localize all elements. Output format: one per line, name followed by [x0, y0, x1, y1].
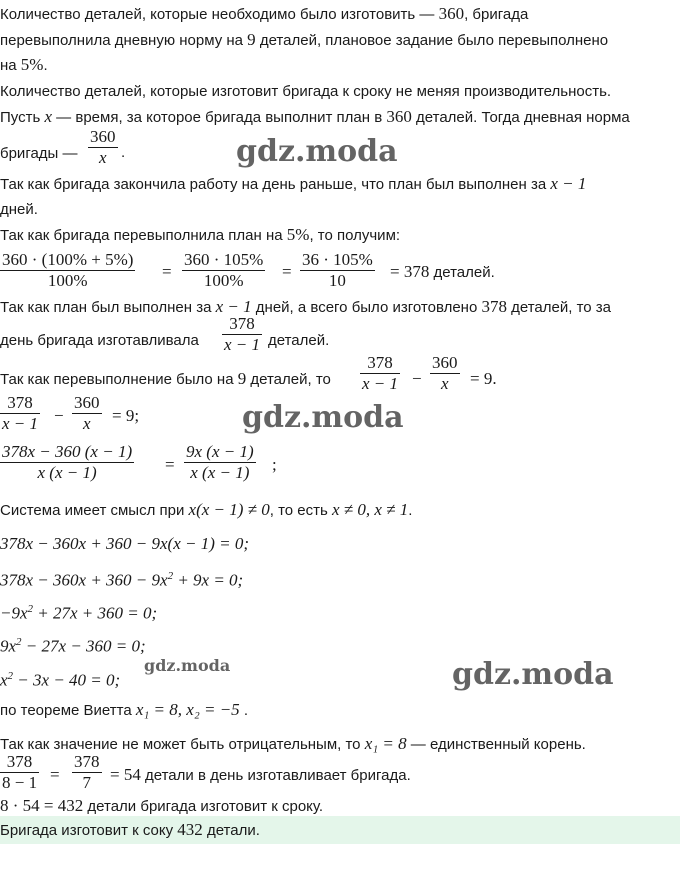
text: Система имеет смысл при	[0, 502, 189, 519]
text: детали в день изготавливает бригада.	[140, 767, 411, 784]
denominator: x	[98, 148, 107, 167]
text-line	[110, 765, 411, 785]
text: .	[239, 702, 249, 719]
denominator: x (x − 1)	[37, 463, 97, 482]
numerator: 378	[367, 353, 393, 372]
numerator: 360 · (100% + 5%)	[2, 250, 134, 269]
denominator: 100%	[47, 271, 88, 290]
fraction	[0, 752, 39, 793]
fraction	[300, 250, 375, 291]
text: Так как бригада закончила работу на день раньше, что план был выполнен за	[0, 176, 551, 193]
math: x	[44, 107, 53, 126]
watermark: gdz.moda	[452, 657, 614, 692]
text: деталей. Тогда дневная норма	[411, 109, 630, 126]
text-line	[0, 82, 611, 102]
text: день бригада изготавливала	[0, 332, 199, 349]
text-line	[0, 297, 611, 318]
text: перевыполнила дневную норму на	[0, 32, 248, 49]
numerator: 378	[74, 752, 100, 771]
text-line	[0, 225, 400, 246]
text: деталей, то	[246, 371, 331, 388]
text: по теореме Виетта	[0, 702, 136, 719]
numerator: 360	[90, 127, 116, 146]
math: = 9.	[470, 369, 497, 388]
text-line	[0, 369, 331, 390]
math: 360	[386, 107, 412, 126]
text: Так как план был выполнен за	[0, 299, 216, 316]
denominator: x	[440, 374, 449, 393]
text-line	[0, 500, 412, 521]
text: Так как значение не может быть отрицательным, то	[0, 736, 365, 753]
math: − 27x − 360 = 0;	[21, 636, 146, 656]
denominator: 100%	[203, 271, 244, 290]
fraction	[360, 353, 400, 394]
text-line	[0, 30, 608, 51]
numerator: 378x − 360 (x − 1)	[2, 442, 133, 461]
exponent: 2	[167, 570, 174, 582]
text: дней.	[0, 201, 38, 218]
minus: −	[412, 369, 422, 388]
math: x(x − 1) ≠ 0	[188, 500, 270, 519]
equals: =	[165, 455, 175, 474]
equals: =	[162, 262, 172, 281]
text-line	[0, 4, 528, 25]
math: 360	[438, 4, 465, 23]
numerator: 360	[432, 353, 458, 372]
math: ;	[272, 455, 277, 474]
math: = 378	[390, 262, 430, 281]
text: дней, а всего было изготовлено	[251, 299, 482, 316]
period: .	[121, 144, 126, 161]
fraction	[182, 250, 265, 291]
fraction	[222, 314, 262, 355]
exponent: 2	[16, 636, 22, 648]
denominator: x − 1	[224, 335, 261, 354]
numerator: 360 · 105%	[184, 250, 264, 269]
text-line	[0, 331, 199, 351]
text: детали.	[202, 822, 260, 839]
minus: −	[54, 406, 64, 425]
equation: 378x − 360x + 360 − 9x(x − 1) = 0;	[0, 534, 250, 553]
watermark: gdz.moda	[236, 134, 398, 169]
text-line	[268, 331, 329, 351]
denominator: 7	[82, 773, 91, 792]
numerator: 378	[6, 752, 33, 771]
numerator: 360	[74, 393, 100, 412]
math: = 9;	[112, 406, 140, 425]
math: x − 1	[550, 174, 587, 193]
equals: =	[50, 765, 60, 784]
equation	[0, 666, 120, 691]
denominator: x − 1	[362, 374, 399, 393]
exponent: 2	[7, 670, 14, 682]
text: на	[0, 57, 21, 74]
numerator: 36 · 105%	[302, 250, 373, 269]
text: , бригада	[464, 6, 529, 23]
numerator: 9x (x − 1)	[186, 442, 254, 461]
text: .	[43, 57, 48, 74]
text: Так как перевыполнение было на	[0, 371, 238, 388]
text: Пусть	[0, 109, 45, 126]
fraction	[0, 442, 134, 483]
math: x₁ = 8, x₂ = −5	[135, 700, 240, 719]
text: деталей, то за	[506, 299, 612, 316]
math: 8 · 54 = 432	[0, 796, 84, 815]
text-line	[0, 174, 586, 195]
watermark: gdz.moda	[144, 656, 231, 675]
fraction	[72, 752, 102, 793]
text-line	[0, 200, 38, 220]
text-line	[0, 144, 78, 164]
text-line	[0, 107, 630, 128]
text: деталей, плановое задание было перевыполнено	[255, 32, 609, 49]
exponent: 2	[27, 603, 34, 615]
math: 378	[481, 297, 507, 316]
text: — единственный корень.	[406, 736, 586, 753]
denominator: 8 − 1	[2, 773, 38, 792]
text: бригады —	[0, 145, 78, 162]
text-line	[390, 262, 495, 282]
fraction	[184, 442, 256, 483]
equals: =	[282, 262, 292, 281]
equation	[0, 566, 243, 591]
text: деталей.	[429, 264, 495, 281]
fraction	[88, 127, 118, 168]
fraction	[0, 250, 135, 291]
math: 5%	[20, 55, 44, 74]
text-line	[0, 55, 48, 76]
math: x − 1	[215, 297, 252, 316]
math: 432	[177, 820, 203, 839]
equation	[0, 599, 157, 624]
math: 9	[237, 369, 247, 388]
text: , то получим:	[309, 227, 401, 244]
equation	[0, 632, 146, 657]
text: Количество деталей, которые необходимо было изготовить —	[0, 6, 439, 23]
math: x ≠ 0, x ≠ 1	[332, 500, 409, 519]
fraction	[72, 393, 102, 434]
text-line	[0, 796, 323, 817]
numerator: 378	[7, 393, 33, 412]
math: = 54	[110, 765, 141, 784]
watermark: gdz.moda	[242, 400, 404, 435]
text: .	[408, 502, 413, 519]
math: + 9x = 0;	[173, 570, 244, 590]
math: 378x − 360x + 360 − 9x	[0, 570, 168, 590]
math: 9	[247, 30, 256, 49]
text: , то есть	[269, 502, 332, 519]
numerator: 378	[229, 314, 255, 333]
denominator: x	[82, 414, 91, 433]
fraction	[0, 393, 40, 434]
text: Бригада изготовит к соку	[0, 822, 178, 839]
math: 5%	[286, 225, 310, 244]
text-line	[0, 700, 248, 721]
answer-line	[0, 820, 260, 841]
text: Так как бригада перевыполнила план на	[0, 227, 287, 244]
text: деталей.	[268, 332, 330, 349]
denominator: x − 1	[2, 414, 39, 433]
math: x	[0, 670, 8, 690]
math: −9x	[0, 603, 28, 623]
text: детали бригада изготовит к сроку.	[83, 798, 324, 815]
text: — время, за которое бригада выполнит план в	[52, 109, 387, 126]
denominator: x (x − 1)	[190, 463, 250, 482]
fraction	[430, 353, 460, 394]
math: + 27x + 360 = 0;	[33, 603, 158, 623]
denominator: 10	[328, 271, 346, 290]
text: Количество деталей, которые изготовит бригада к сроку не меняя производительность.	[0, 83, 612, 100]
math: − 3x − 40 = 0;	[13, 670, 121, 690]
math: x₁ = 8	[364, 734, 407, 753]
math: 9x	[0, 636, 17, 656]
